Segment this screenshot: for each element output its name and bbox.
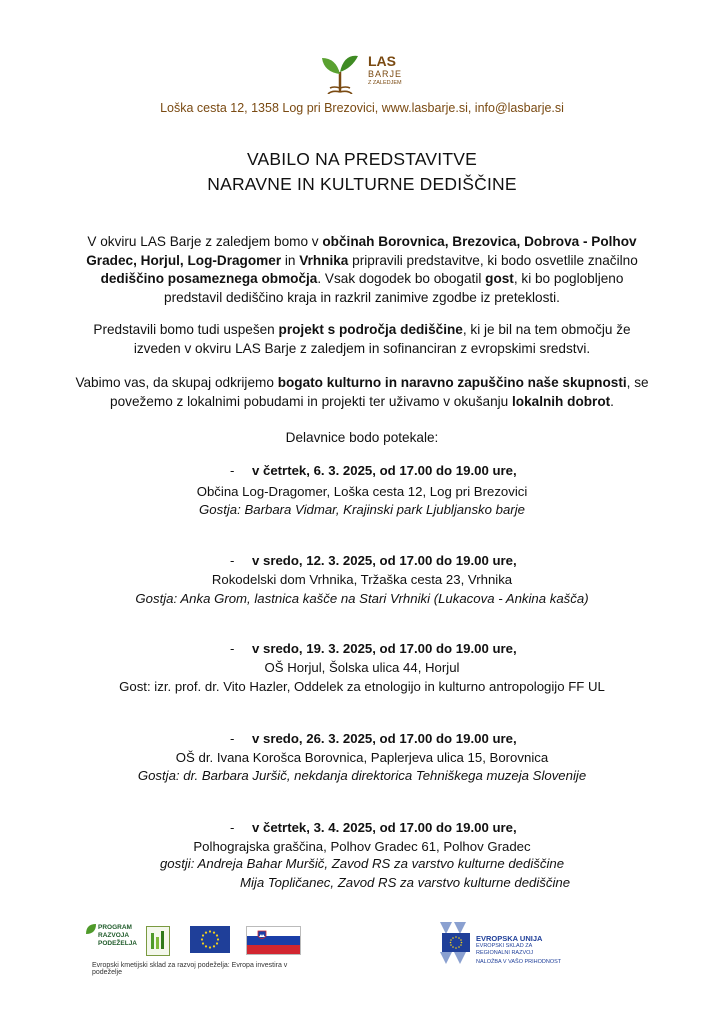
- p3-text: , se: [626, 375, 649, 390]
- p1-text: predstavil dediščino kraja in razkril zanimive zgodbe iz preteklosti.: [164, 289, 560, 305]
- event-dash: -: [230, 731, 235, 746]
- event-date: v sredo, 12. 3. 2025, od 17.00 do 19.00 ure,: [252, 553, 517, 568]
- slovenia-flag: [246, 926, 301, 955]
- prp-line1: PROGRAM: [98, 924, 132, 931]
- intro-paragraph-3: [0, 374, 724, 411]
- logo-line3: Z ZALEDJEM: [368, 80, 402, 86]
- prp-line3: PODEŽELJA: [98, 940, 138, 947]
- p1-text: in: [281, 252, 300, 268]
- eu-stars-icon: [442, 933, 470, 952]
- event-date: v četrtek, 6. 3. 2025, od 17.00 do 19.00 ure,: [252, 463, 517, 478]
- intro-paragraph-4: Delavnice bodo potekale:: [285, 430, 439, 445]
- event-dash: -: [230, 553, 235, 568]
- event-place: Občina Log-Dragomer, Loška cesta 12, Log pri Brezovici: [196, 484, 528, 499]
- eafrd-caption: Evropski kmetijski sklad za razvoj podeželja: Evropa investira v podeželje: [92, 962, 288, 976]
- prp-line2: RAZVOJA: [98, 932, 130, 939]
- title-line1: VABILO NA PREDSTAVITVE: [246, 149, 478, 169]
- prp-logo: [84, 922, 144, 962]
- p1-text: . Vsak dogodek bo obogatil: [317, 271, 486, 287]
- eu-erdf-logo: [438, 918, 588, 968]
- p3-text: Vabimo vas, da skupaj odkrijemo: [75, 375, 278, 390]
- eu-right-line3: REGIONALNI RAZVOJ: [476, 950, 534, 956]
- p3-text: .: [610, 393, 614, 409]
- p1-text: pripravili predstavitve, ki bodo osvetlile značilno: [348, 252, 638, 268]
- p3-heritage: bogato kulturno in naravno zapuščino naše skupnosti: [277, 375, 627, 390]
- p2-project: projekt s področja dediščine: [278, 322, 463, 337]
- leader-icon: [147, 927, 169, 955]
- leader-logo: [146, 926, 170, 956]
- event-date: v sredo, 26. 3. 2025, od 17.00 do 19.00 ure,: [252, 731, 517, 746]
- header-address: Loška cesta 12, 1358 Log pri Brezovici, www.lasbarje.si, info@lasbarje.si: [160, 101, 564, 115]
- eu-flag: [190, 926, 230, 953]
- intro-paragraph-1: [0, 233, 724, 307]
- p2-text: izveden v okviru LAS Barje z zaledjem in sofinanciran z evropskimi sredstvi.: [133, 340, 591, 356]
- p1-municipalities: občinah Borovnica, Brezovica, Dobrova - Polhov: [322, 234, 637, 249]
- event-place: OŠ Horjul, Šolska ulica 44, Horjul: [264, 660, 460, 675]
- event-dash: -: [230, 463, 235, 478]
- p2-text: Predstavili bomo tudi uspešen: [93, 322, 279, 337]
- event-guest: Gostja: Anka Grom, lastnica kašče na Stari Vrhniki (Lukacova - Ankina kašča): [135, 591, 589, 606]
- p1-vrhnika: Vrhnika: [299, 252, 349, 268]
- p3-local-goods: lokalnih dobrot: [512, 393, 611, 409]
- event-guest-2: Mija Topličanec, Zavod RS za varstvo kulturne dediščine: [240, 875, 571, 890]
- eu-right-line4: NALOŽBA V VAŠO PRIHODNOST: [476, 959, 562, 965]
- p1-guest: gost: [485, 271, 514, 287]
- p1-text: V okviru LAS Barje z zaledjem bomo v: [87, 234, 323, 249]
- title-line2: NARAVNE IN KULTURNE DEDIŠČINE: [207, 174, 517, 194]
- logo-line1: LAS: [368, 53, 396, 69]
- p1-heritage: dediščino posameznega območja: [100, 271, 318, 287]
- leaf-icon: [84, 922, 98, 936]
- event-guest: Gostja: Barbara Vidmar, Krajinski park Ljubljansko barje: [199, 502, 525, 517]
- event-dash: -: [230, 641, 235, 656]
- logo-line2: BARJE: [368, 69, 403, 79]
- eu-stars-icon: [190, 926, 230, 953]
- p1-text: , ki bo poglobljeno: [513, 271, 624, 287]
- event-date: v sredo, 19. 3. 2025, od 17.00 do 19.00 ure,: [252, 641, 517, 656]
- coat-of-arms-icon: [257, 930, 267, 942]
- event-place: Polhograjska graščina, Polhov Gradec 61, Polhov Gradec: [193, 839, 531, 854]
- p3-text: povežemo z lokalnimi pobudami in projekti ter uživamo v okušanju: [110, 393, 512, 409]
- p1-municipalities-2: Gradec, Horjul, Log-Dragomer: [86, 252, 282, 268]
- las-logo: [318, 50, 428, 98]
- intro-paragraph-2: [0, 321, 724, 358]
- event-guest: Gost: izr. prof. dr. Vito Hazler, Oddelek za etnologijo in kulturno antropologijo FF UL: [119, 679, 605, 694]
- p2-text: , ki je bil na tem območju že: [462, 322, 631, 337]
- event-guest: Gostja: dr. Barbara Juršič, nekdanja direktorica Tehniškega muzeja Slovenije: [137, 768, 587, 783]
- event-place: OŠ dr. Ivana Korošca Borovnica, Paplerjeva ulica 15, Borovnica: [175, 750, 549, 765]
- event-date: v četrtek, 3. 4. 2025, od 17.00 do 19.00 ure,: [252, 820, 517, 835]
- event-place: Rokodelski dom Vrhnika, Tržaška cesta 23, Vrhnika: [211, 572, 513, 587]
- event-dash: -: [230, 820, 235, 835]
- eu-right-line1: EVROPSKA UNIJA: [476, 934, 543, 943]
- eu-right-line2: EVROPSKI SKLAD ZA: [476, 943, 533, 949]
- event-guest: gostji: Andreja Bahar Muršič, Zavod RS za varstvo kulturne dediščine: [159, 856, 565, 871]
- sprout-icon: [318, 50, 362, 94]
